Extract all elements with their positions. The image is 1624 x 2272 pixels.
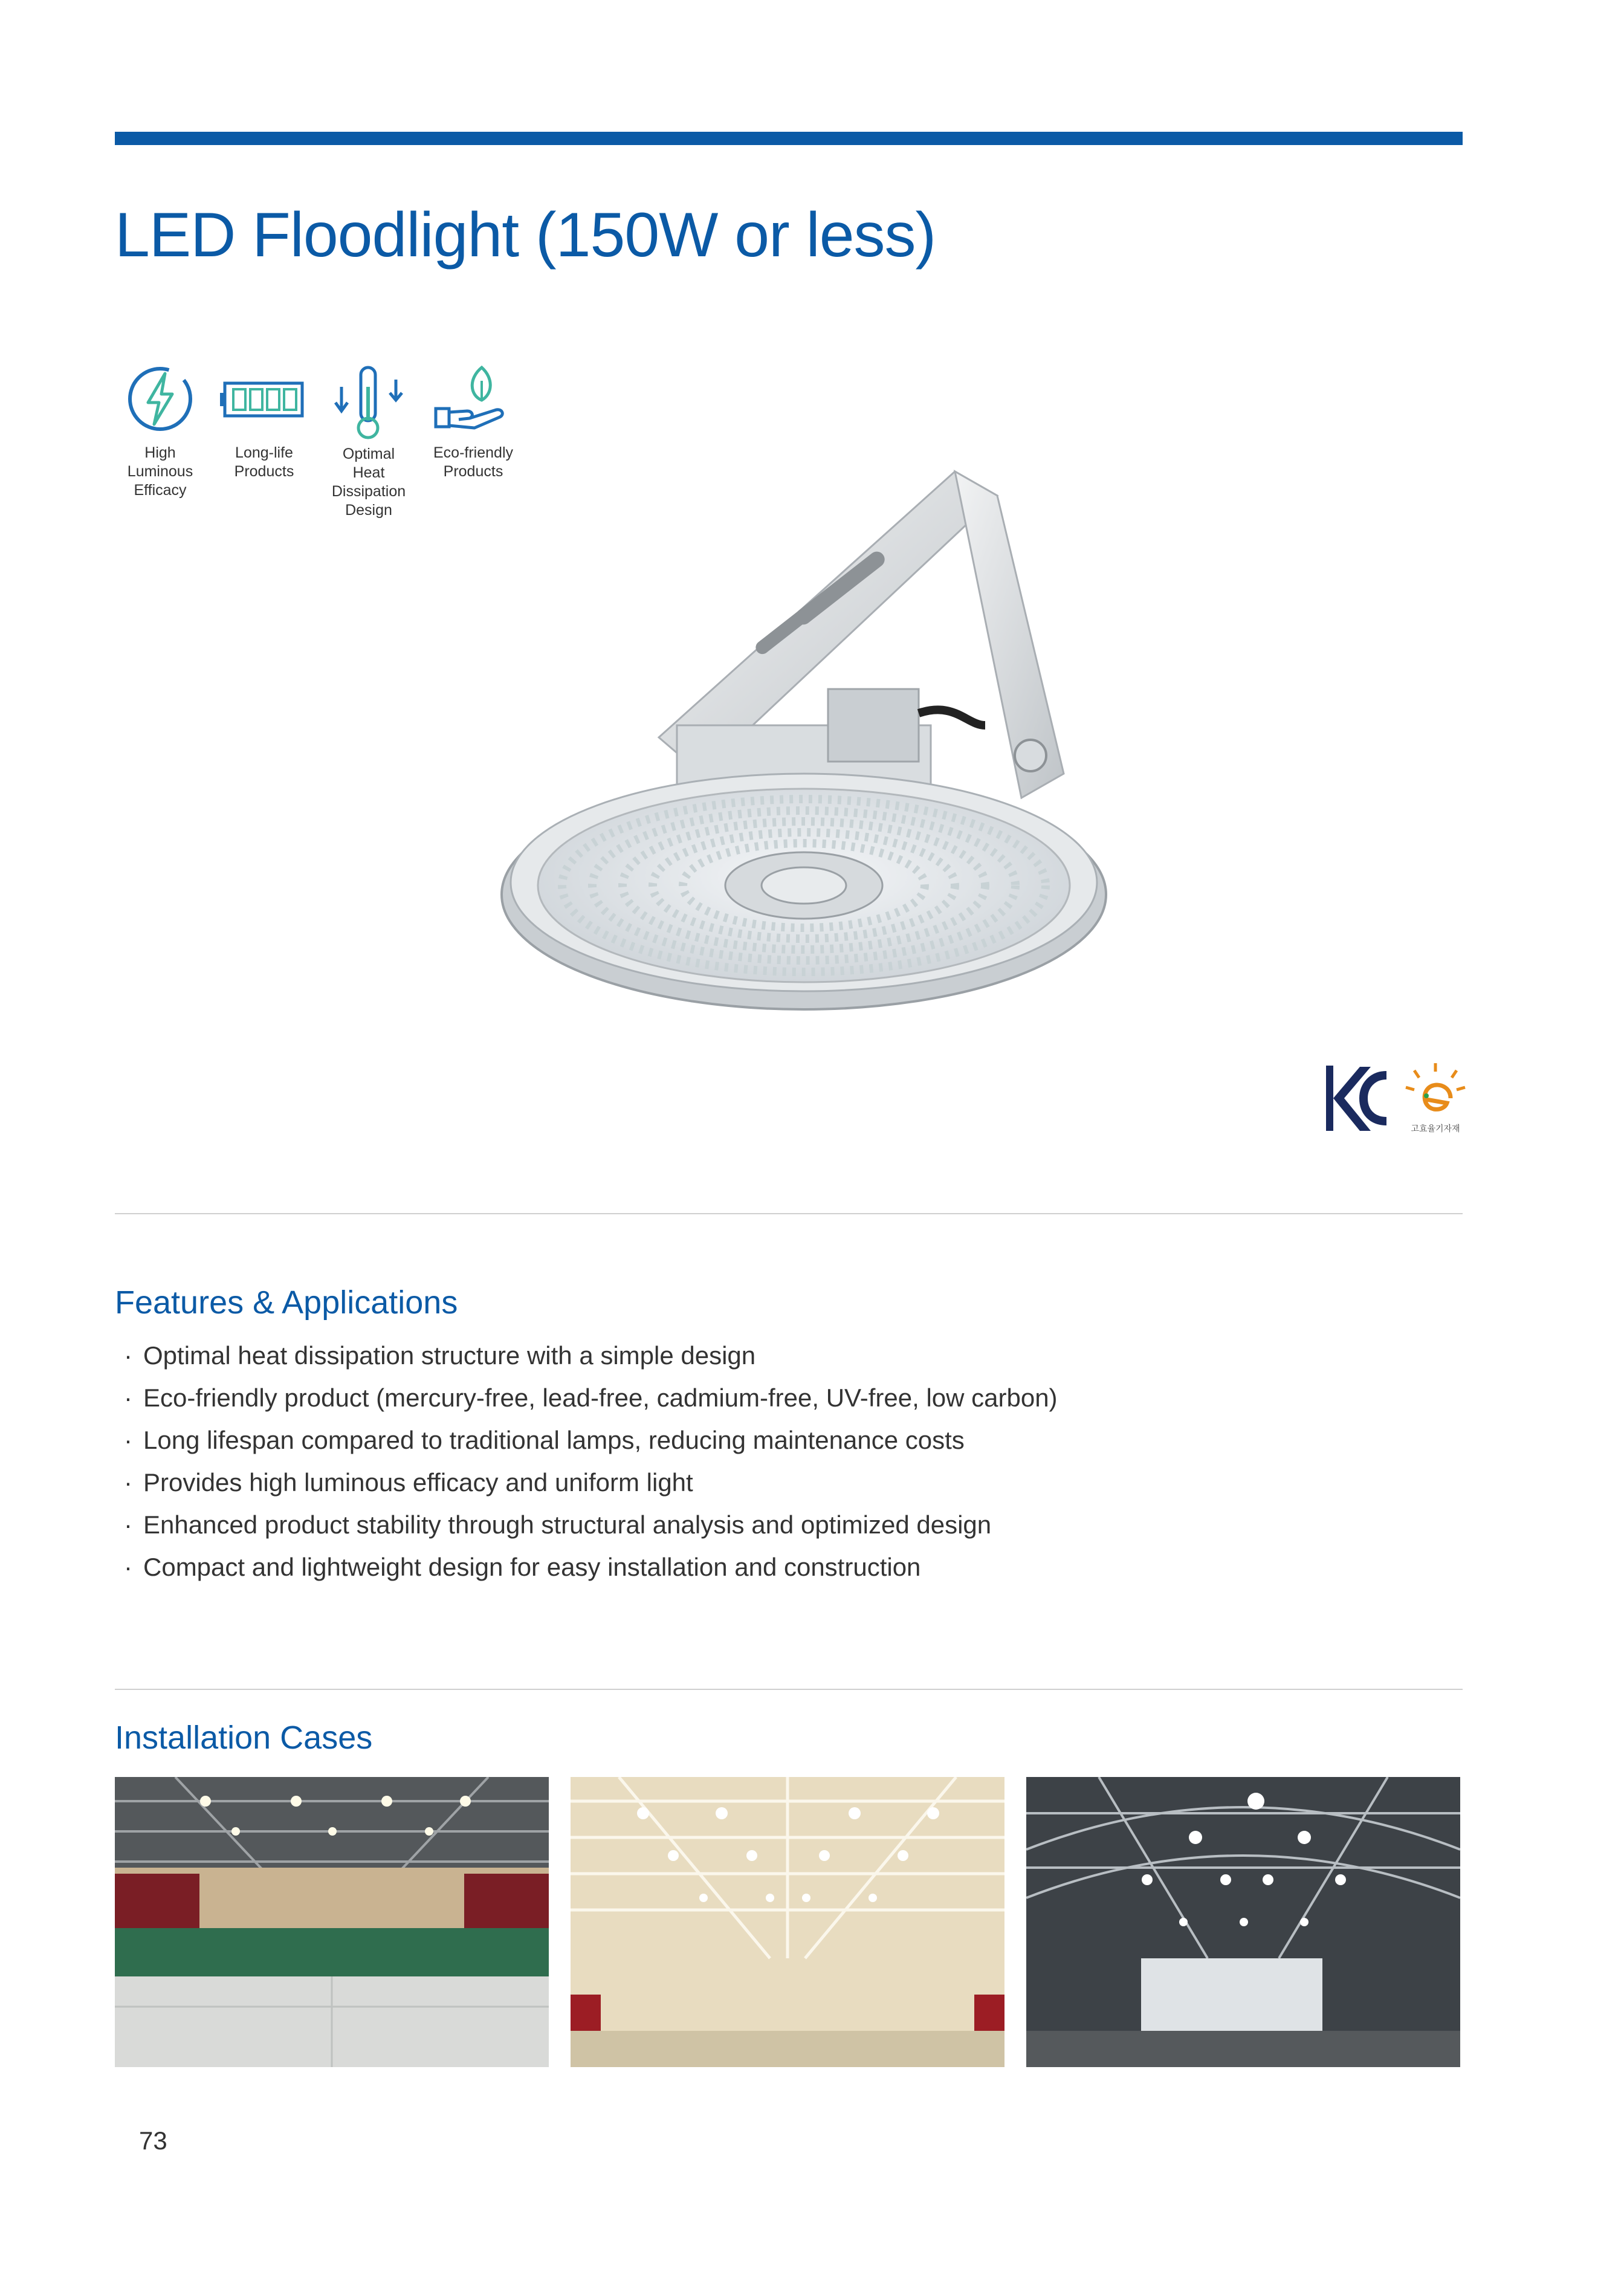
thermometer-heat-icon bbox=[329, 363, 408, 441]
list-item bbox=[124, 1377, 1058, 1419]
efficiency-logo-caption: 고효율기자재 bbox=[1411, 1124, 1460, 1134]
feature-label-line: Products bbox=[234, 463, 294, 480]
bullet: · bbox=[124, 1553, 132, 1581]
features-list bbox=[124, 1335, 1058, 1588]
feature-label-line: Optimal bbox=[342, 445, 395, 462]
list-item bbox=[124, 1546, 1058, 1588]
high-efficiency-logo-icon bbox=[1402, 1061, 1469, 1127]
features-section-title: Features & Applications bbox=[115, 1284, 458, 1321]
list-item bbox=[124, 1335, 1058, 1377]
feature-text: Optimal heat dissipation structure with a simple design bbox=[143, 1341, 756, 1370]
page-title: LED Floodlight (150W or less) bbox=[115, 200, 936, 270]
list-item bbox=[124, 1461, 1058, 1504]
bullet: · bbox=[124, 1426, 132, 1454]
list-item bbox=[124, 1504, 1058, 1546]
feature-text: Compact and lightweight design for easy installation and construction bbox=[143, 1553, 921, 1581]
lightning-efficiency-icon bbox=[124, 363, 196, 435]
feature-optimal-heat-dissipation bbox=[323, 363, 414, 520]
feature-label-line: Luminous bbox=[127, 463, 193, 480]
bullet: · bbox=[124, 1341, 132, 1370]
feature-text: Eco-friendly product (mercury-free, lead-free, cadmium-free, UV-free, low carbon) bbox=[143, 1384, 1058, 1412]
page-number: 73 bbox=[139, 2126, 167, 2155]
feature-label-line: Dissipation bbox=[331, 483, 406, 500]
feature-high-luminous-efficacy bbox=[115, 363, 205, 500]
product-image bbox=[484, 459, 1124, 1015]
battery-life-icon bbox=[219, 363, 309, 435]
feature-label-line: High bbox=[144, 444, 176, 461]
list-item bbox=[124, 1419, 1058, 1461]
bullet: · bbox=[124, 1384, 132, 1412]
installation-photo-warehouse bbox=[1026, 1777, 1460, 2067]
top-accent-bar bbox=[115, 132, 1463, 145]
installation-photo-gym bbox=[115, 1777, 549, 2067]
bullet: · bbox=[124, 1468, 132, 1497]
section-divider bbox=[115, 1213, 1463, 1214]
section-divider bbox=[115, 1689, 1463, 1690]
feature-label-line: Efficacy bbox=[134, 482, 187, 499]
feature-label-line: Heat bbox=[352, 464, 385, 481]
feature-label-line: Long-life bbox=[235, 444, 293, 461]
feature-text: Provides high luminous efficacy and uniform light bbox=[143, 1468, 693, 1497]
feature-label-line: Design bbox=[345, 502, 392, 519]
feature-text: Long lifespan compared to traditional lamps, reducing maintenance costs bbox=[143, 1426, 965, 1454]
feature-long-life-products bbox=[219, 363, 309, 481]
feature-text: Enhanced product stability through structural analysis and optimized design bbox=[143, 1510, 992, 1539]
floodlight-illustration bbox=[484, 459, 1124, 1015]
certification-marks bbox=[1324, 1061, 1469, 1136]
feature-label-line: Products bbox=[443, 463, 503, 480]
installation-section-title: Installation Cases bbox=[115, 1720, 373, 1756]
installation-photo-hall bbox=[571, 1777, 1004, 2067]
leaf-hand-eco-icon bbox=[431, 363, 516, 435]
feature-label-line: Eco-friendly bbox=[433, 444, 513, 461]
bullet: · bbox=[124, 1510, 132, 1539]
